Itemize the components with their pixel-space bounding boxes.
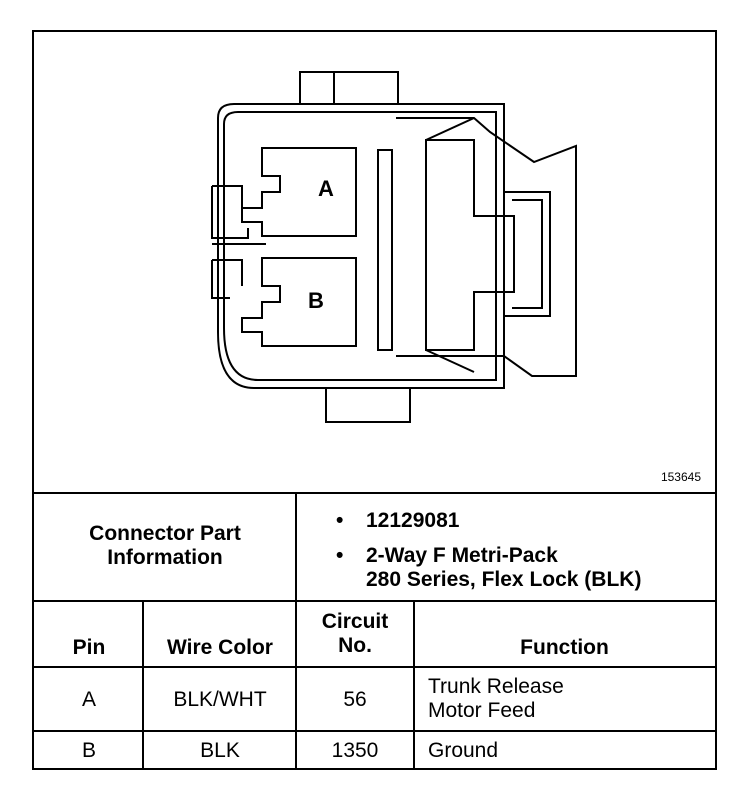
part-desc-bullet: • (336, 544, 344, 567)
header-rule (34, 666, 715, 668)
part-info-rule (34, 600, 715, 602)
part-number-bullet: • (336, 509, 344, 532)
pin-label-a: A (318, 176, 334, 201)
connector-drawing (34, 32, 715, 492)
part-info-label-line1: Connector Part (89, 522, 241, 545)
col-header-function: Function (520, 636, 609, 659)
pin-label-b: B (308, 288, 324, 313)
part-number: 12129081 (366, 509, 460, 532)
cavity-a (242, 148, 356, 236)
row-a-rule (34, 730, 715, 732)
col-header-circuit-line1: Circuit (321, 610, 389, 633)
row-b-pin: B (81, 739, 96, 762)
center-rib (378, 150, 392, 350)
row-a-wire-color: BLK/WHT (173, 688, 267, 711)
col-header-circuit (296, 610, 414, 658)
part-description (366, 544, 641, 592)
row-a-function (428, 675, 564, 723)
row-b-circuit: 1350 (331, 739, 379, 762)
figure-id: 153645 (660, 470, 701, 484)
col-header-circuit-line2: No. (338, 634, 372, 657)
row-a-pin: A (81, 688, 96, 711)
top-latch-tab (300, 72, 398, 104)
col-header-wire-color: Wire Color (167, 636, 273, 659)
bottom-latch-tab (326, 388, 410, 422)
connector-housing (218, 104, 504, 388)
row-a-function-line2: Motor Feed (428, 699, 536, 722)
part-description-line1: 2-Way F Metri-Pack (366, 544, 558, 567)
connector-frame (32, 30, 717, 770)
row-b-wire-color: BLK (200, 739, 240, 762)
col-header-pin: Pin (72, 636, 106, 659)
table-top-rule (34, 492, 715, 494)
row-b-function: Ground (428, 739, 499, 762)
row-a-function-line1: Trunk Release (428, 675, 564, 698)
connector-info-table (34, 492, 715, 768)
connector-diagram (34, 32, 715, 492)
row-a-circuit: 56 (343, 688, 367, 711)
part-info-label (34, 522, 296, 570)
part-description-line2: 280 Series, Flex Lock (BLK) (366, 568, 642, 591)
cavity-b (242, 258, 356, 346)
part-info-label-line2: Information (107, 546, 223, 569)
